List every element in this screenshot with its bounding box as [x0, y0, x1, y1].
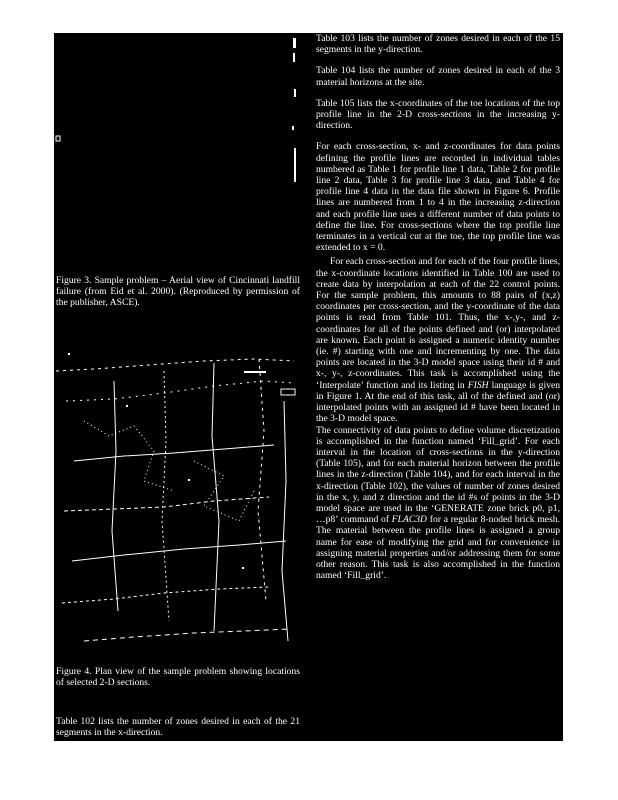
left-paragraph-table-102: Table 102 lists the number of zones desired in each of the 21 segments in the x-direction. — [56, 716, 300, 739]
aerial-photo-figure — [54, 33, 304, 265]
plan-view-map-figure — [54, 341, 304, 663]
fish-term: FISH — [467, 379, 489, 391]
figure-4-caption: Figure 4. Plan view of the sample problem showing locations of selected 2-D sections. — [56, 666, 300, 689]
paragraph-table-105: Table 105 lists the x-coordinates of the toe locations of the top profile line in the 2-D cross-sections in the increasing y-direction. — [316, 97, 560, 132]
paragraph-table-104: Table 104 lists the number of zones desired in each of the 3 material horizons at the site. — [316, 65, 560, 88]
figure-3-caption: Figure 3. Sample problem – Aerial view of Cincinnati landfill failure (from Eid et al. 2000). (Reproduced by permission of the publisher, ASCE). — [56, 275, 300, 309]
document-page — [54, 33, 563, 741]
paragraph-interpolation: For each cross-section and for each of the four profile lines, the x-coordinate locations identified in Table 100 are used to create data by interpolation at each of the 22 control points. For the sample problem, this amounts to 88 pairs of (x,z) coordinates per cross-section, and the y-coordinate of the data points is read from Table 101. Thus, the x-,y-, and z-coordinates for all of the points defined and (or) interpolated are known. Each point is assigned a numeric identity number (ie. #) starting with one and incrementing by one. The data points are located in the 3-D model space using their id # and x-, y-, z-coordinates. This task is accomplished using the ‘Interpolate’ function and its listing in FISH language is given in Figure 1. At the end of this task, all of the defined and (or) interpolated points with an assigned id # have been located in the 3-D model space. — [316, 256, 560, 425]
paragraph-connectivity: The connectivity of data points to define volume discretization is accomplished in the function named ‘Fill_grid’. For each interval in the location of cross-sections in the y-direction (Table 105), and for each material horizon between the profile lines in the z-direction (Table 104), and for each interval in the x-direction (Table 102), the values of number of zones desired in the x, y, and z direction and the id #s of points in the 3-D model space are used in the ‘GENERATE zone brick p0, p1, …p8’ command of FLAC3D for a regular 8-noded brick mesh. The material between the profile lines is assigned a group name for ease of modifying the grid and for convenience in assigning material properties and/or addressing them for some other reason. This task is also accomplished in the function named ‘Fill_grid’. — [316, 424, 560, 582]
paragraph-profile-lines: For each cross-section, x- and z-coordinates for data points defining the profile lines are recorded in individual tables numbered as Table 1 for profile line 1 data, Table 2 for profile line 2 data, Table 3 for profile line 3 data, and Table 4 for profile line 4 data in the data file shown in Figure 6. Profile lines are numbered from 1 to 4 in the increasing z-direction and each profile line uses a different number of data points to define the line. For cross-sections where the top profile line terminates in a vertical cut at the toe, the top profile line was extended to x = 0. — [316, 141, 560, 254]
flac3d-term: FLAC3D — [391, 514, 427, 526]
right-text-column — [316, 33, 560, 581]
paragraph-table-103: Table 103 lists the number of zones desired in each of the 15 segments in the y-direction. — [316, 33, 560, 56]
